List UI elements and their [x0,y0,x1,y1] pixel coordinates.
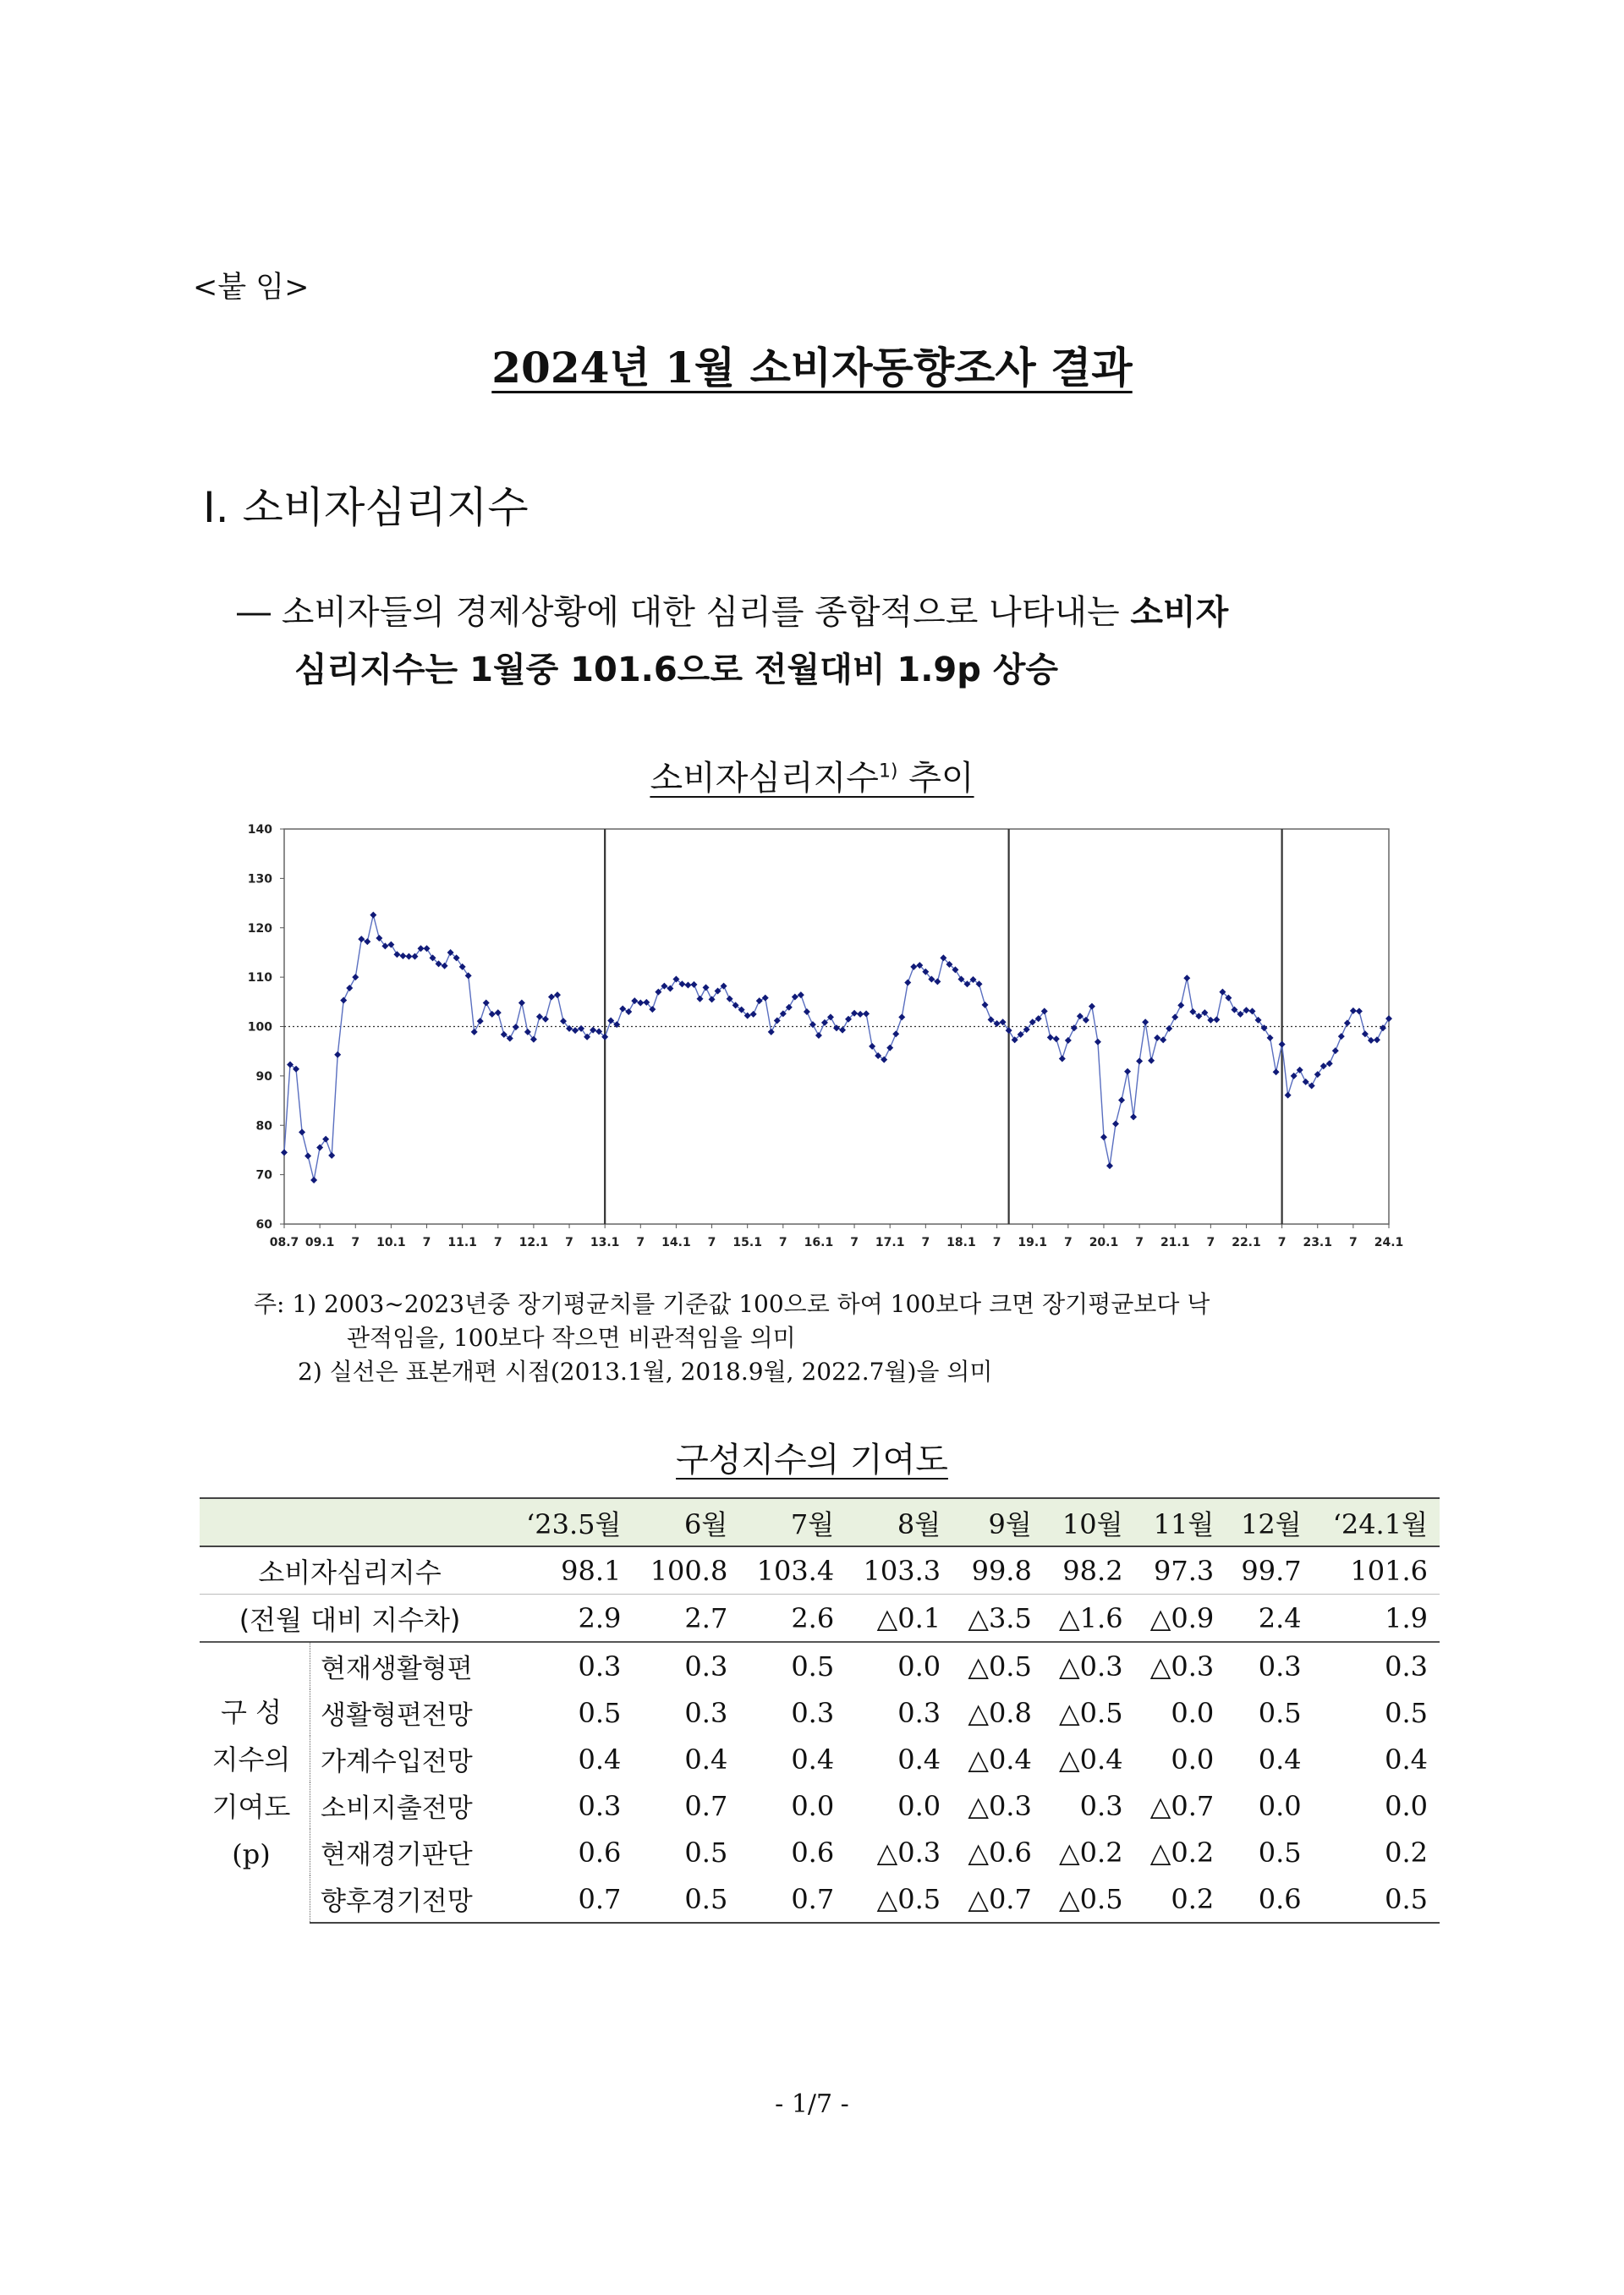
table-cell: △0.9 [1135,1595,1226,1643]
table-cell: △0.2 [1059,1836,1123,1869]
x-tick-label: 7 [1135,1236,1144,1249]
table-row-component [200,1875,1440,1923]
component-name: 현재경기판단 [321,1840,473,1870]
group-label-line: 지수의 [211,1743,291,1776]
table-cell: 103.4 [756,1554,835,1587]
table-cell: 0.3 [684,1650,728,1683]
table-cell: 0.3 [791,1696,835,1729]
table-cell: 0.4 [897,1743,941,1776]
csi-line-chart [237,814,1404,1274]
table-cell: 101.6 [1350,1554,1428,1587]
section-heading: Ⅰ. 소비자심리지수 [203,483,529,532]
x-tick-label: 7 [565,1236,573,1249]
table-cell: 100.8 [650,1554,728,1587]
table-cell: △3.5 [952,1595,1044,1643]
x-tick-label: 7 [992,1236,1001,1249]
table-cell: 0.5 [1314,1875,1440,1923]
y-tick-label: 130 [247,872,272,887]
x-tick-label: 7 [636,1236,645,1249]
table-cell: 0.3 [1258,1650,1302,1683]
table-cell: △0.3 [876,1836,941,1869]
table-cell: 0.4 [791,1743,835,1776]
x-tick-label: 7 [921,1236,930,1249]
table-cell: 98.2 [1062,1554,1123,1587]
x-tick-label: 7 [1348,1236,1358,1249]
x-tick-label: 15.1 [732,1236,762,1249]
table-cell: △0.3 [968,1789,1032,1822]
group-label-line: 구 성 [221,1695,282,1728]
header-cell: 8월 [846,1498,952,1546]
table-cell: 2.6 [739,1595,846,1643]
group-label-line: 기여도 [211,1790,291,1823]
table-cell: 0.6 [578,1836,622,1869]
x-tick-label: 08.7 [269,1236,299,1249]
chart-notes [254,1288,1210,1389]
note-1-text: 2003∼2023년중 장기평균치를 기준값 100으로 하여 100보다 크면 장기평균보다 낙 [324,1290,1210,1318]
group-label-line: (p) [232,1837,271,1870]
table-cell: 0.4 [578,1743,622,1776]
x-tick-label: 23.1 [1303,1236,1333,1249]
document-title-text: 2024년 1월 소비자동향조사 결과 [491,343,1133,393]
summary-text-normal: 소비자들의 경제상황에 대한 심리를 종합적으로 나타내는 [281,593,1131,632]
table-cell: 0.4 [684,1743,728,1776]
table-cell: △0.5 [1044,1875,1135,1923]
chart-title [0,751,1624,799]
table-cell: 0.0 [1171,1696,1215,1729]
contribution-table [200,1497,1440,1924]
document-title [0,334,1624,395]
table-cell: 0.3 [578,1789,622,1822]
row-label: (전월 대비 지수차) [200,1595,507,1643]
group-label [200,1642,310,1923]
table-cell: 0.0 [897,1789,941,1822]
table-cell: 0.0 [1258,1789,1302,1822]
component-name: 향후경기전망 [310,1875,508,1923]
header-cell: ‘23.5월 [507,1498,633,1546]
component-name: 소비지출전망 [321,1793,473,1824]
header-cell: 6월 [633,1498,739,1546]
table-cell: 0.7 [739,1875,846,1923]
table-cell: 0.2 [1385,1836,1428,1869]
header-cell: 10월 [1044,1498,1135,1546]
table-cell: 0.6 [791,1836,835,1869]
component-name: 생활형편전망 [321,1700,473,1731]
summary-text-bold: 소비자 [1130,593,1229,632]
summary-line-1 [237,584,1228,641]
x-tick-label: 13.1 [590,1236,620,1249]
table-cell: 0.0 [1171,1743,1215,1776]
table-cell: 1.9 [1314,1595,1440,1643]
table-cell: 0.3 [1079,1789,1123,1822]
x-tick-label: 24.1 [1374,1236,1404,1249]
table-cell: 0.5 [578,1696,622,1729]
table-title [0,1433,1624,1481]
x-tick-label: 22.1 [1232,1236,1261,1249]
table-cell: 0.3 [684,1696,728,1729]
table-cell: △0.7 [952,1875,1044,1923]
y-tick-label: 60 [255,1218,272,1232]
summary-line-2: 심리지수는 1월중 101.6으로 전월대비 1.9p 상승 [294,651,1059,689]
x-tick-label: 17.1 [875,1236,905,1249]
x-tick-label: 21.1 [1160,1236,1190,1249]
table-header-row [200,1498,1440,1546]
x-tick-label: 7 [850,1236,859,1249]
table-cell: 99.7 [1241,1554,1302,1587]
x-tick-label: 7 [422,1236,431,1249]
row-label: 소비자심리지수 [258,1556,442,1589]
table-cell: 2.4 [1226,1595,1313,1643]
header-cell: 11월 [1135,1498,1226,1546]
table-cell: △0.5 [1059,1696,1123,1729]
table-cell: △0.4 [1059,1743,1123,1776]
table-cell: △0.1 [846,1595,952,1643]
table-title-text: 구성지수의 기여도 [676,1441,948,1480]
table-cell: △0.7 [1149,1789,1215,1822]
chart-title-main: 소비자심리지수 [650,759,879,798]
table-cell: △0.5 [968,1650,1032,1683]
table-cell: △0.6 [968,1836,1032,1869]
table-row-component [200,1642,1440,1689]
y-tick-label: 120 [247,921,272,936]
x-tick-label: 7 [1063,1236,1073,1249]
table-cell: 0.7 [507,1875,633,1923]
table-cell: 0.4 [1258,1743,1302,1776]
table-cell: 0.5 [791,1650,835,1683]
table-cell: 0.0 [791,1789,835,1822]
y-tick-label: 100 [247,1020,272,1035]
table-cell: 2.7 [633,1595,739,1643]
table-cell: △0.3 [1059,1650,1123,1683]
table-cell: 0.0 [897,1650,941,1683]
table-cell: 0.5 [1258,1696,1302,1729]
table-cell: 0.0 [1385,1789,1428,1822]
chart-title-suffix: 추이 [897,759,974,798]
note-1-line-2: 관적임을, 100보다 작으면 비관적임을 의미 [347,1324,796,1352]
table-cell: 99.8 [971,1554,1032,1587]
table-row-component [200,1782,1440,1829]
bullet-dash: ― [237,593,271,632]
table-row-component [200,1829,1440,1875]
x-tick-label: 12.1 [518,1236,549,1249]
table-cell: 0.5 [1385,1696,1428,1729]
table-cell: 0.5 [633,1875,739,1923]
x-tick-label: 16.1 [804,1236,834,1249]
x-tick-label: 7 [1206,1236,1215,1249]
y-tick-label: 90 [255,1069,272,1084]
header-cell: 9월 [952,1498,1044,1546]
component-name: 가계수입전망 [321,1747,473,1777]
table-cell: 0.6 [1226,1875,1313,1923]
table-cell: 0.3 [897,1696,941,1729]
table-cell: 0.7 [684,1789,728,1822]
note-lead: 주: 1) [254,1290,317,1318]
y-tick-label: 140 [247,823,272,837]
table-row-component [200,1736,1440,1782]
y-tick-label: 80 [255,1119,272,1134]
table-row-component [200,1689,1440,1736]
chart-svg [237,814,1404,1271]
x-tick-label: 09.1 [304,1236,335,1249]
table-cell: 0.4 [1385,1743,1428,1776]
table-cell: △0.3 [1149,1650,1215,1683]
header-cell: 12월 [1226,1498,1313,1546]
table-cell: 0.5 [684,1836,728,1869]
table-cell: 97.3 [1154,1554,1215,1587]
x-tick-label: 7 [778,1236,787,1249]
header-cell: ‘24.1월 [1314,1498,1440,1546]
chart-title-footnote-mark: 1) [878,760,898,782]
table-cell: 98.1 [561,1554,622,1587]
table-cell: △0.5 [846,1875,952,1923]
x-tick-label: 7 [493,1236,502,1249]
chart-title-text [650,759,974,798]
note-2: 2) 실선은 표본개편 시점(2013.1월, 2018.9월, 2022.7월)을 의미 [298,1358,993,1386]
component-name: 현재생활형편 [321,1654,473,1684]
table-cell: 0.2 [1135,1875,1226,1923]
table-cell: △0.8 [968,1696,1032,1729]
table-cell: △1.6 [1044,1595,1135,1643]
table-row-diff [200,1595,1440,1643]
table-cell: 2.9 [507,1595,633,1643]
x-tick-label: 20.1 [1089,1236,1119,1249]
x-tick-label: 7 [351,1236,360,1249]
x-tick-label: 19.1 [1018,1236,1047,1249]
header-blank [200,1498,507,1546]
table-cell: 0.3 [578,1650,622,1683]
x-tick-label: 18.1 [946,1236,976,1249]
table-cell: 0.3 [1385,1650,1428,1683]
table-cell: △0.4 [968,1743,1032,1776]
table-row-csi [200,1546,1440,1595]
x-tick-label: 7 [1277,1236,1287,1249]
y-tick-label: 110 [247,971,272,986]
x-tick-label: 7 [707,1236,716,1249]
table-cell: △0.2 [1149,1836,1215,1869]
x-tick-label: 11.1 [447,1236,477,1249]
summary-bullet [237,584,1228,699]
y-tick-label: 70 [255,1168,272,1183]
x-tick-label: 14.1 [661,1236,691,1249]
page-number: - 1/7 - [775,2089,849,2119]
table-cell: 0.5 [1258,1836,1302,1869]
note-1-line-1 [254,1288,1210,1321]
x-tick-label: 10.1 [376,1236,406,1249]
attachment-label: <붙 임> [193,271,310,305]
header-cell: 7월 [739,1498,846,1546]
table-cell: 103.3 [863,1554,941,1587]
